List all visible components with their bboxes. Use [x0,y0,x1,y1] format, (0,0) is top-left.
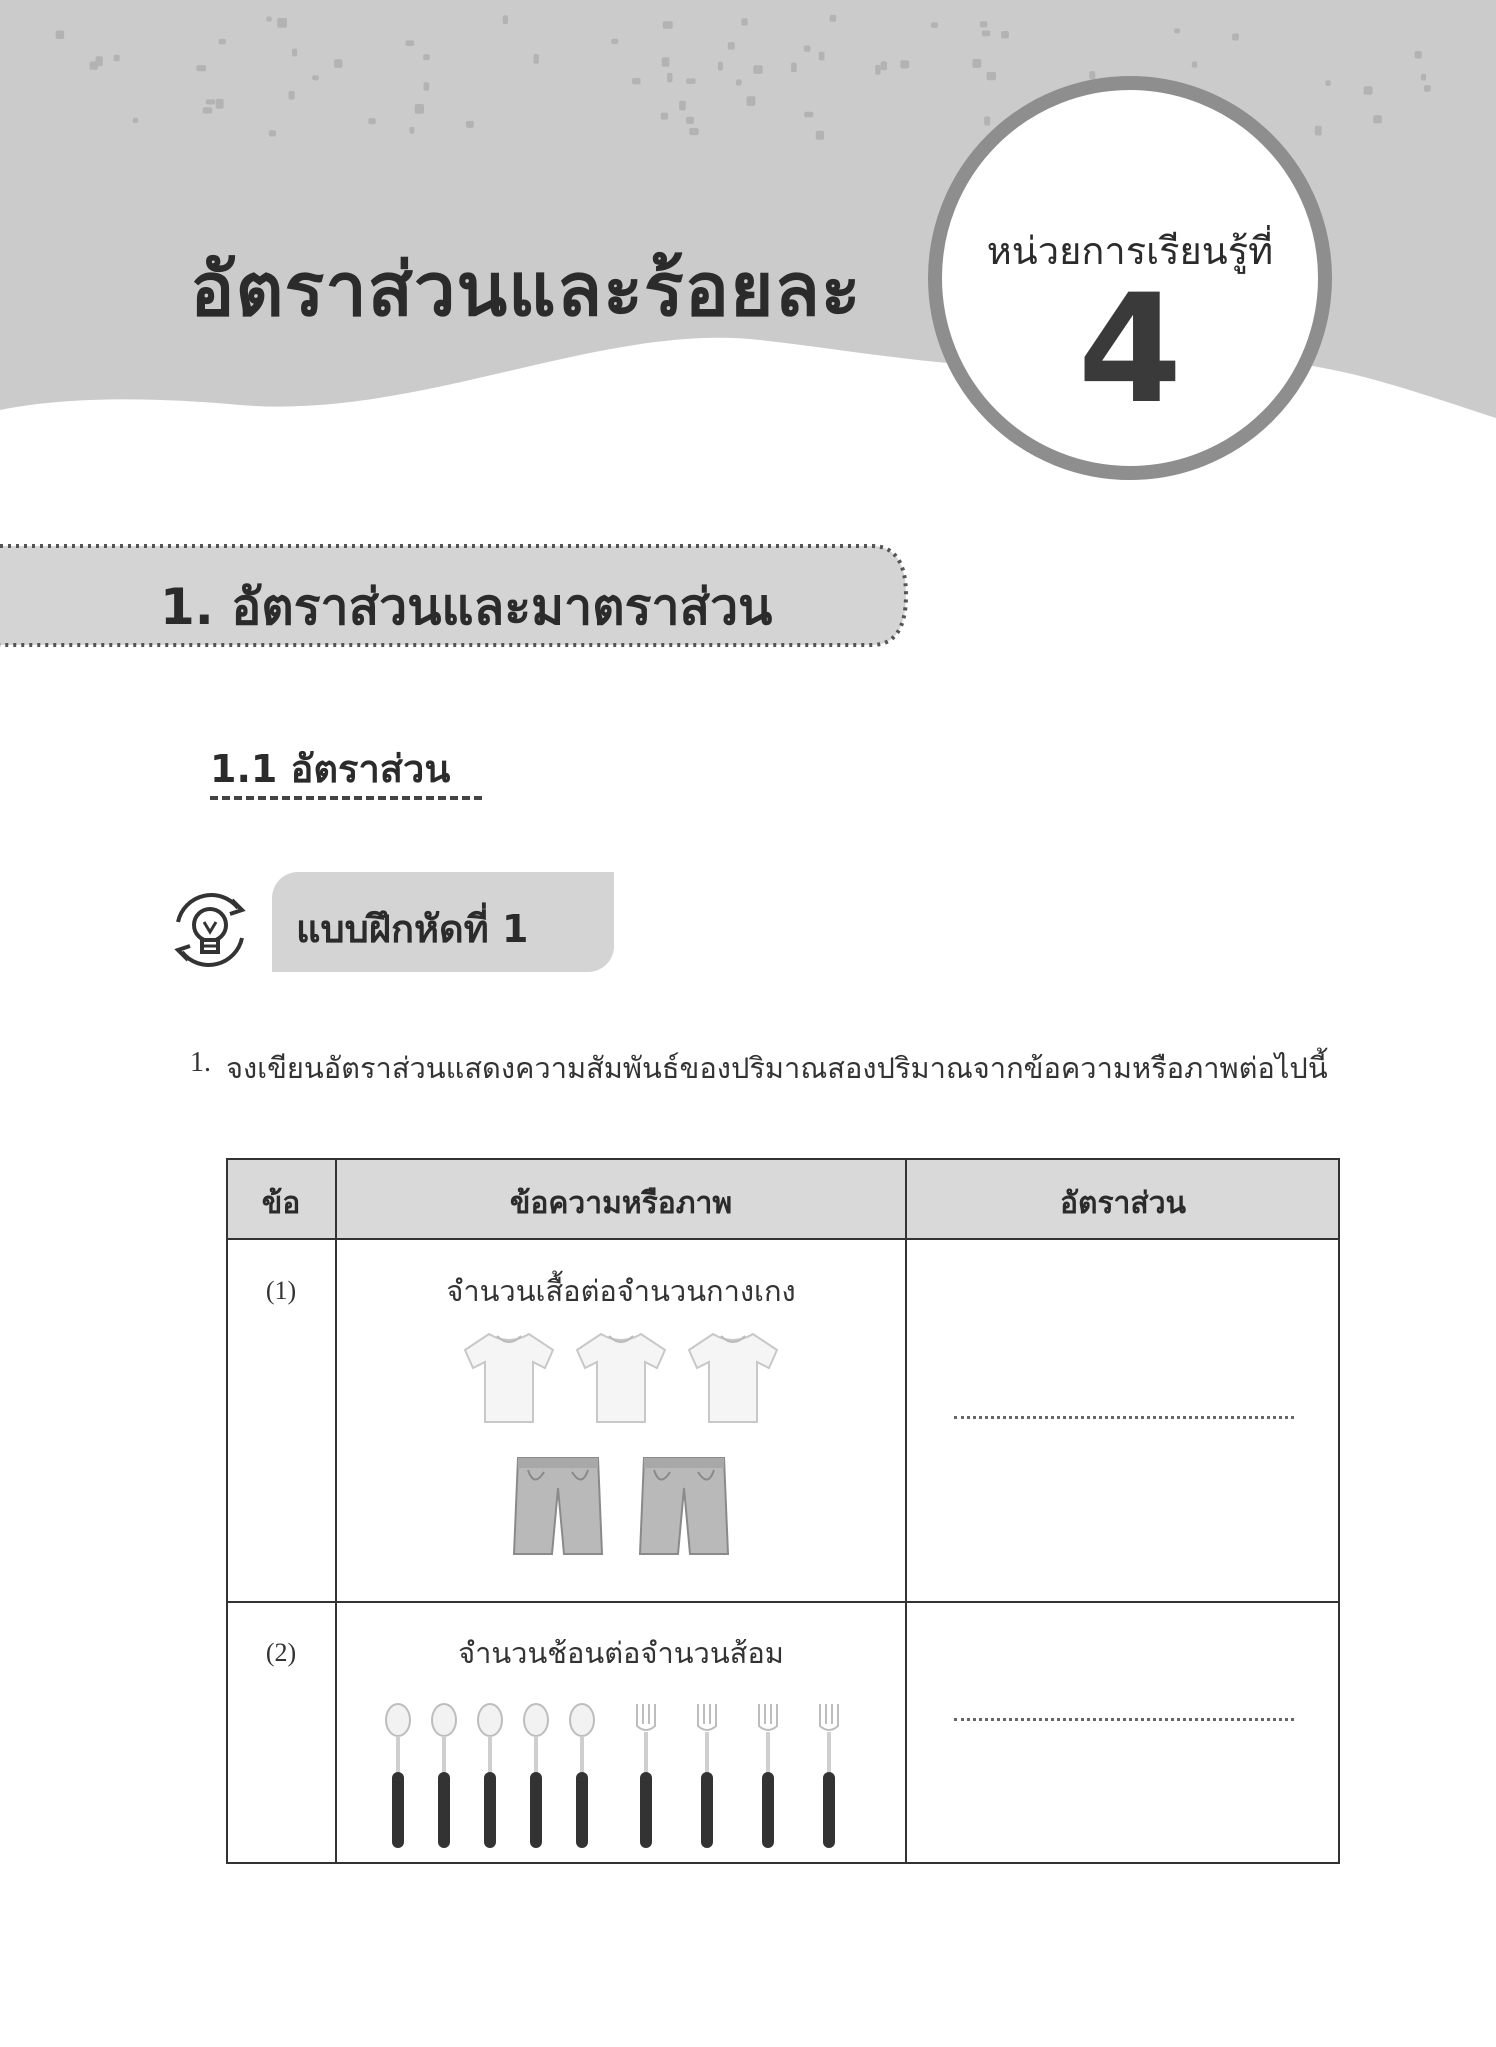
header-description: ข้อความหรือภาพ [509,1186,733,1221]
header-dot [804,112,813,118]
header-dot [133,118,138,123]
row-2-description: จำนวนช้อนต่อจำนวนส้อม [458,1636,784,1670]
subsection-underline [210,796,482,800]
fork-icon [820,1704,838,1848]
fork-icon [637,1704,655,1848]
header-dot [972,59,981,68]
spoon-icon [432,1704,456,1848]
row-2-illustration [336,1698,906,1858]
header-dot [368,118,375,124]
header-dot [1001,31,1009,38]
header-dot [1325,80,1330,86]
header-dot [661,113,668,120]
header-dot [1415,51,1422,59]
row-2-number: (2) [265,1638,297,1667]
row-1-description: จำนวนเสื้อต่อจำนวนกางเกง [446,1274,796,1308]
pants-icon [640,1458,728,1554]
header-dot [534,54,539,64]
spoon-icon [570,1704,594,1848]
header-dot [689,128,698,135]
header-dot [424,82,430,91]
header-dot [1174,28,1180,33]
shirt-icon [577,1334,665,1422]
header-dot [1421,74,1426,81]
header-dot [718,62,723,71]
header-dot [1315,126,1322,136]
spoon-icon [524,1704,548,1848]
header-dot [931,22,938,28]
header-dot [632,78,640,84]
header-dot [686,78,696,84]
header-dot [1192,62,1197,68]
header-dot [334,59,342,68]
header-dot [611,39,618,44]
header-dot [686,117,694,124]
header-ratio: อัตราส่วน [1059,1186,1187,1221]
exercise-title: แบบฝึกหัดที่ 1 [296,907,529,951]
header-dot [409,127,414,134]
header-dot [679,101,686,111]
unit-badge-label: หน่วยการเรียนรู้ที่ [986,229,1274,273]
header-dot [1424,85,1431,92]
header-dot [266,17,271,22]
header-dot [819,52,825,61]
pants-icon [514,1458,602,1554]
header-dot [423,54,430,60]
header-dot [900,60,909,68]
header-dot [667,73,672,82]
header-dot [203,107,213,113]
question-number: 1. [190,1047,211,1078]
header-dot [406,40,415,46]
question-text: จงเขียนอัตราส่วนแสดงความสัมพันธ์ของปริมาณสองปริมาณจากข้อความหรือภาพต่อไปนี้ [226,1051,1328,1085]
header-dot [980,21,988,27]
header-dot [292,49,297,57]
shirt-icon [689,1334,777,1422]
header-dot [804,46,811,52]
header-dot [219,39,226,45]
header-item: ข้อ [261,1186,301,1221]
row-2-answer-line[interactable] [954,1718,1294,1721]
header-dot [312,75,319,80]
header-dot [881,61,887,70]
header-dot [816,131,824,140]
row-1-number: (1) [265,1276,297,1305]
header-dot [984,116,990,125]
header-dot [982,31,990,37]
lightbulb-refresh-icon [160,880,260,980]
section-title: 1. อัตราส่วนและมาตราส่วน [160,578,773,636]
spoon-icon [478,1704,502,1848]
header-dot [1364,86,1373,95]
row-1-answer-line[interactable] [954,1416,1294,1419]
unit-badge [928,76,1332,480]
fork-icon [698,1704,716,1848]
spoon-icon [386,1704,410,1848]
header-dot [269,130,276,136]
header-dot [277,18,287,28]
header-dot [466,121,474,128]
subsection-title: 1.1 อัตราส่วน [210,747,451,791]
fork-icon [759,1704,777,1848]
header-dot [1373,115,1382,123]
header-dot [753,65,762,74]
header-dot [1232,33,1239,40]
header-dot [747,96,756,106]
shirt-icon [465,1334,553,1422]
header-dot [206,99,215,104]
header-dot [728,42,735,50]
header-dot [830,15,837,22]
exercise-table [226,1158,1340,1864]
header-dot [503,15,508,24]
header-dot [56,31,65,40]
header-dot [289,91,295,100]
header-dot [736,79,742,85]
header-dot [96,56,103,66]
unit-number: 4 [1077,263,1183,437]
header-dot [662,57,670,67]
header-dot [875,65,880,75]
header-dot [791,63,797,73]
header-dot [741,18,747,25]
header-dot [114,55,120,62]
header-dot [987,72,997,80]
header-dot [196,65,206,71]
unit-title: อัตราส่วนและร้อยละ [190,247,862,333]
row-1-illustration [336,1318,906,1598]
header-dot [663,21,673,29]
header-dot [415,104,424,114]
header-dot [216,99,224,109]
